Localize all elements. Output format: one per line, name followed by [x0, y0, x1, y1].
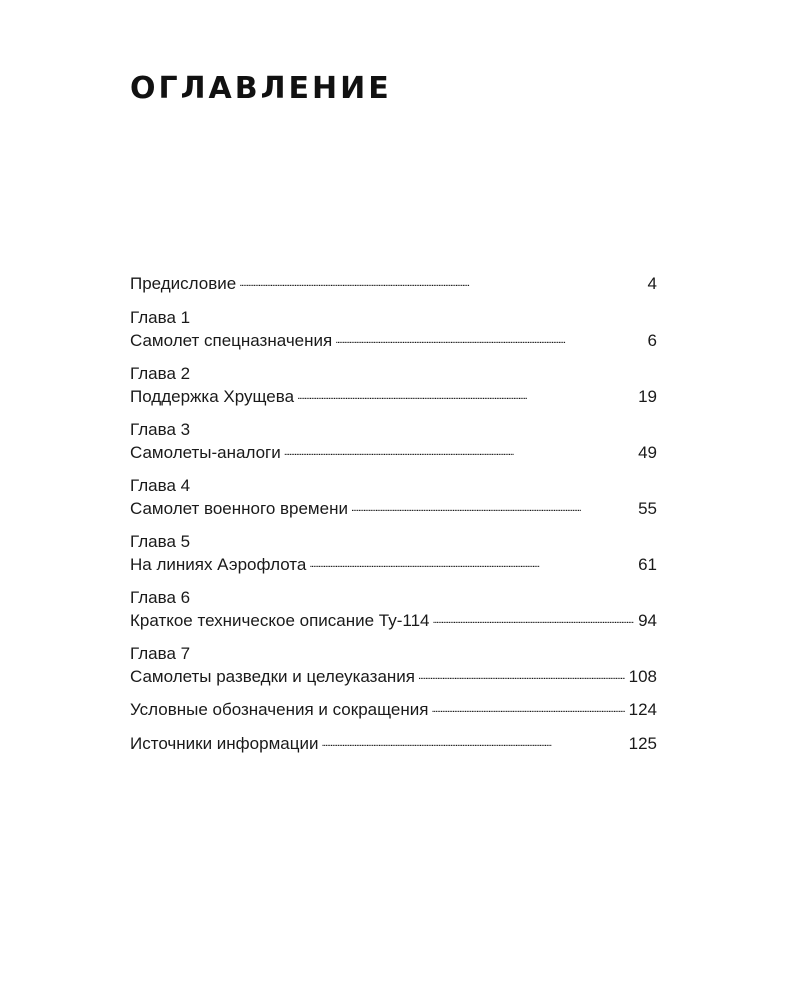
toc-entry-title: Краткое техническое описание Ту-114: [130, 611, 430, 630]
dot-leader: [432, 609, 634, 626]
toc-line: [130, 698, 657, 721]
toc-page-number: 49: [638, 443, 657, 462]
toc-entry-title: На линиях Аэрофлота: [130, 555, 307, 574]
dot-leader: [239, 272, 643, 289]
dot-leader: [284, 441, 634, 458]
dot-leader: [297, 385, 634, 402]
toc-line: [130, 329, 657, 352]
toc-entry-title: Самолет военного времени: [130, 499, 348, 518]
toc-line: [130, 497, 657, 520]
chapter-label: Глава 6: [130, 588, 191, 607]
chapter-label: Глава 1: [130, 308, 191, 327]
page-title: ОГЛАВЛЕНИЕ: [130, 71, 392, 106]
toc-page-number: 61: [638, 555, 657, 574]
toc-entry-chapter-7[interactable]: [130, 642, 657, 688]
dot-leader: [335, 329, 643, 346]
toc-entry-title: Условные обозначения и сокращения: [130, 700, 429, 719]
toc-page-number: 94: [638, 611, 657, 630]
toc-line: [130, 441, 657, 464]
toc-line: [130, 732, 657, 755]
chapter-label: Глава 5: [130, 532, 191, 551]
toc-entry-chapter-5[interactable]: [130, 530, 657, 576]
toc-page-number: 55: [638, 499, 657, 518]
toc-page-number: 6: [647, 331, 657, 350]
chapter-label: Глава 2: [130, 364, 191, 383]
toc-line: [130, 272, 657, 295]
toc-line: [130, 665, 657, 688]
table-of-contents: [130, 272, 657, 766]
chapter-label: Глава 3: [130, 420, 191, 439]
toc-page-number: 19: [638, 387, 657, 406]
toc-page-number: 125: [628, 734, 657, 753]
toc-line: [130, 385, 657, 408]
toc-entry-title: Источники информации: [130, 734, 319, 753]
toc-entry-chapter-6[interactable]: [130, 586, 657, 632]
toc-entry-title: Предисловие: [130, 274, 237, 293]
toc-entry-abbreviations[interactable]: [130, 698, 657, 721]
dot-leader: [418, 665, 625, 682]
toc-entry-chapter-2[interactable]: [130, 362, 657, 408]
dot-leader: [431, 698, 624, 715]
toc-line: [130, 553, 657, 576]
toc-page-number: 4: [647, 274, 657, 293]
dot-leader: [321, 732, 624, 749]
toc-page-number: 124: [628, 700, 657, 719]
toc-entry-chapter-4[interactable]: [130, 474, 657, 520]
toc-entry-sources[interactable]: [130, 732, 657, 755]
toc-page-number: 108: [628, 667, 657, 686]
dot-leader: [351, 497, 634, 514]
toc-entry-chapter-3[interactable]: [130, 418, 657, 464]
chapter-label: Глава 7: [130, 644, 191, 663]
toc-entry-chapter-1[interactable]: [130, 306, 657, 352]
toc-entry-title: Самолеты разведки и целеуказания: [130, 667, 415, 686]
toc-entry-title: Самолеты-аналоги: [130, 443, 281, 462]
toc-entry-title: Поддержка Хрущева: [130, 387, 295, 406]
toc-entry-title: Самолет спецназначения: [130, 331, 333, 350]
dot-leader: [309, 553, 634, 570]
toc-line: [130, 609, 657, 632]
chapter-label: Глава 4: [130, 476, 191, 495]
toc-entry-preface[interactable]: [130, 272, 657, 295]
